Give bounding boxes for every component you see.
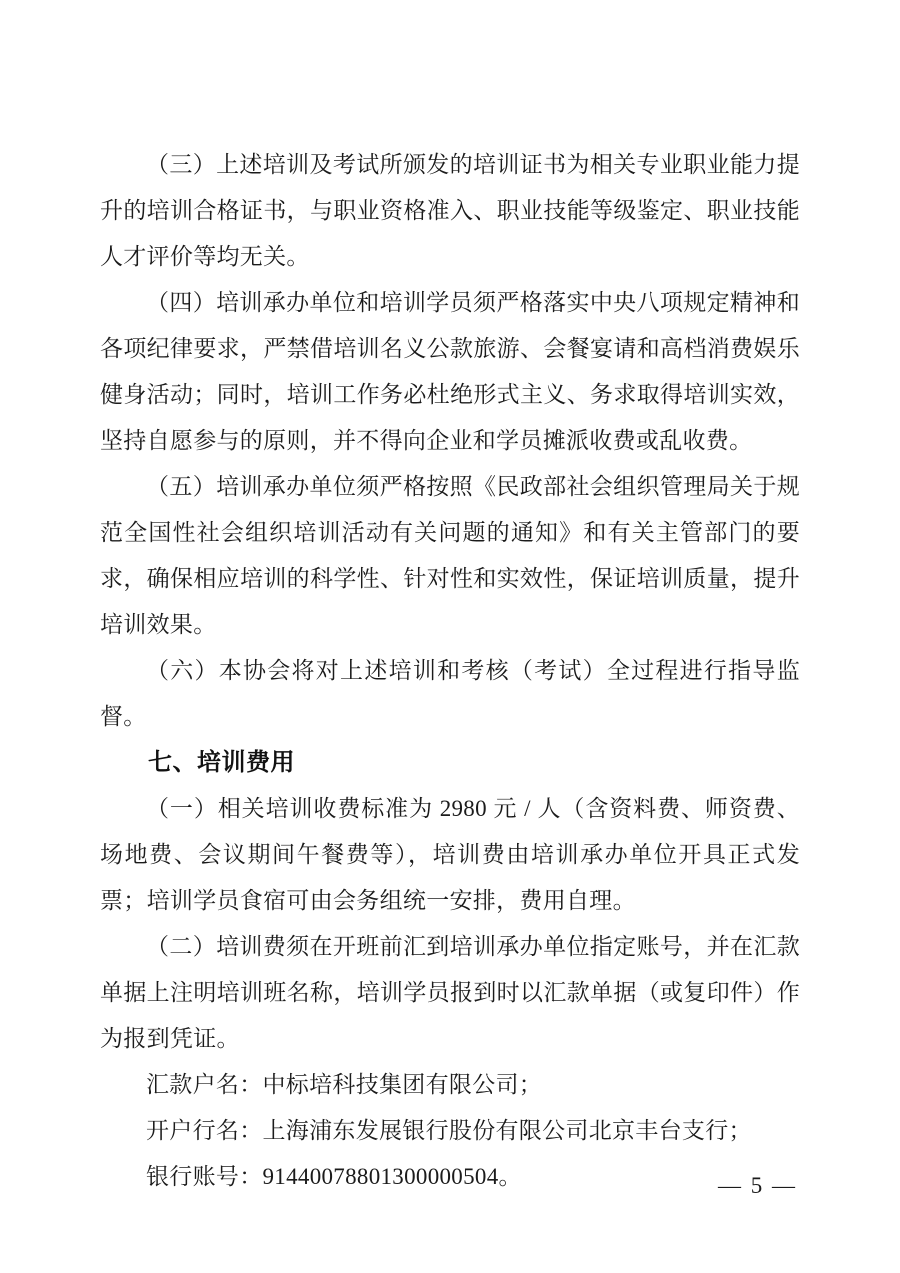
paragraph-quality-requirements: （五）培训承办单位须严格按照《民政部社会组织管理局关于规范全国性社会组织培训活动有关问题的通知》和有关主管部门的要求，确保相应培训的科学性、针对性和实效性，保证培训质量，提升培训效果。 (100, 474, 800, 637)
section-heading-training-fees: 七、培训费用 (148, 749, 295, 776)
paragraph-supervision: （六）本协会将对上述培训和考核（考试）全过程进行指导监督。 (100, 658, 800, 729)
bank-account-number-line: 银行账号：91440078801300000504。 (146, 1164, 522, 1189)
paragraph-remittance-instructions: （二）培训费须在开班前汇到培训承办单位指定账号，并在汇款单据上注明培训班名称，培训学员报到时以汇款单据（或复印件）作为报到凭证。 (100, 934, 800, 1051)
document-body (100, 142, 800, 1200)
paragraph-discipline-rules: （四）培训承办单位和培训学员须严格落实中央八项规定精神和各项纪律要求，严禁借培训名义公款旅游、会餐宴请和高档消费娱乐健身活动；同时，培训工作务必杜绝形式主义、务求取得培训实效，坚持自愿参与的原则，并不得向企业和学员摊派收费或乱收费。 (100, 290, 800, 453)
paragraph-fee-standard: （一）相关培训收费标准为 2980 元 / 人（含资料费、师资费、场地费、会议期间午餐费等），培训费由培训承办单位开具正式发票；培训学员食宿可由会务组统一安排，费用自理。 (100, 796, 800, 913)
remittance-account-name-line: 汇款户名：中标培科技集团有限公司； (146, 1072, 543, 1097)
paragraph-certificate-note: （三）上述培训及考试所颁发的培训证书为相关专业职业能力提升的培训合格证书，与职业资格准入、职业技能等级鉴定、职业技能人才评价等均无关。 (100, 152, 800, 269)
page-number: — 5 — (718, 1173, 797, 1198)
bank-branch-name-line: 开户行名：上海浦东发展银行股份有限公司北京丰台支行； (146, 1118, 752, 1143)
